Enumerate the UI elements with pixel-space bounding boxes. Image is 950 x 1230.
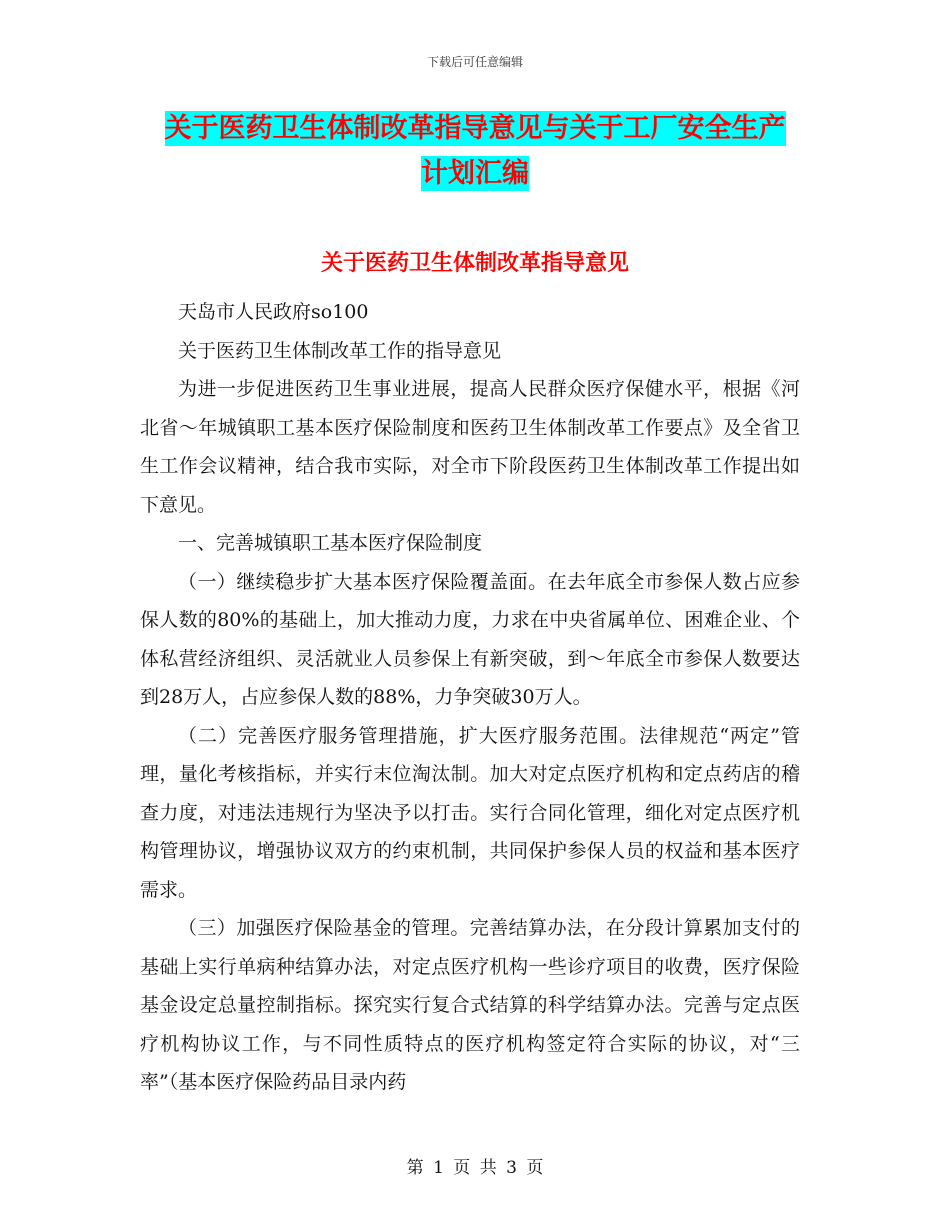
body-text <box>140 293 800 1102</box>
main-title-text-1: 关于医药卫生体制改革指导意见与关于工厂安全生产 <box>164 113 786 144</box>
paragraph-issuer: 天岛市人民政府so100 <box>178 301 369 323</box>
paragraph-item-2: （二）完善医疗服务管理措施，扩大医疗服务范围。法律规范“两定”管理，量化考核指标，并实行末位淘汰制。加大对定点医疗机构和定点药店的稽查力度，对违法违规行为坚决予以打击。实行合同化管理，细化对定点医疗机构管理协议，增强协议双方的约束机制，共同保护参保人员的权益和基本医疗需求。 <box>140 724 800 901</box>
paragraph-intro: 为进一步促进医药卫生事业进展，提高人民群众医疗保健水平，根据《河北省～年城镇职工基本医疗保险制度和医药卫生体制改革工作要点》及全省卫生工作会议精神，结合我市实际，对全市下阶段医药卫生体制改革工作提出如下意见。 <box>140 378 800 516</box>
paragraph-heading-1: 一、完善城镇职工基本医疗保险制度 <box>178 532 483 554</box>
section-title: 关于医药卫生体制改革指导意见 <box>320 251 629 276</box>
main-title-text-2: 计划汇编 <box>421 158 529 189</box>
page-footer: 第 1 页 共 3 页 <box>406 1158 544 1178</box>
paragraph-item-1: （一）继续稳步扩大基本医疗保险覆盖面。在去年底全市参保人数占应参保人数的80%的基础上，加大推动力度，力求在中央省属单位、困难企业、个体私营经济组织、灵活就业人员参保上有新突破，到～年底全市参保人数要达到28万人，占应参保人数的88%，力争突破30万人。 <box>140 570 800 708</box>
main-title-line-2 <box>0 157 950 191</box>
paragraph-subject: 关于医药卫生体制改革工作的指导意见 <box>178 339 502 362</box>
paragraph-item-3: （三）加强医疗保险基金的管理。完善结算办法，在分段计算累加支付的基础上实行单病种结算办法，对定点医疗机构一些诊疗项目的收费，医疗保险基金设定总量控制指标。探究实行复合式结算的科学结算办法。完善与定点医疗机构协议工作，与不同性质特点的医疗机构签定符合实际的协议，对“三率”（基本医疗保险药品目录内药 <box>140 917 800 1093</box>
header-note: 下载后可任意编辑 <box>426 55 523 69</box>
main-title-line-1 <box>0 112 950 146</box>
